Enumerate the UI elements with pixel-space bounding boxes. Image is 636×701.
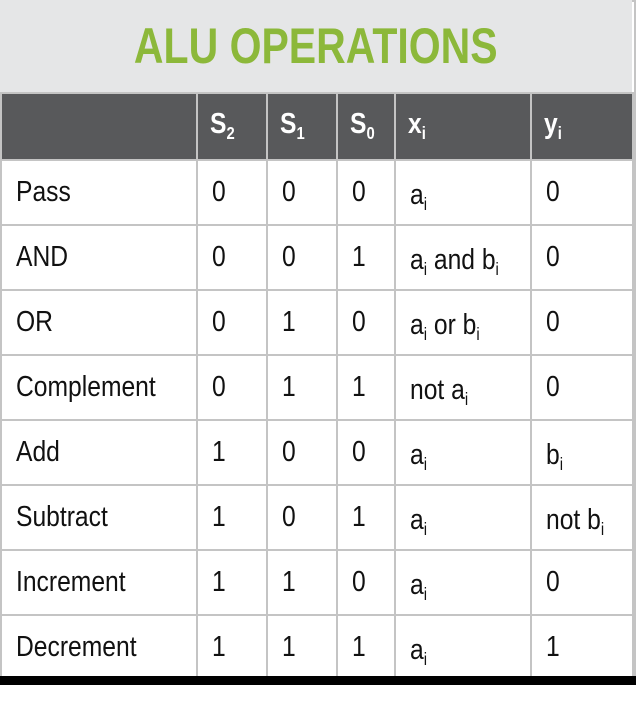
bit-value: 0 bbox=[352, 566, 366, 598]
table-row bbox=[1, 485, 633, 550]
header-text bbox=[350, 108, 375, 144]
operation-name: OR bbox=[16, 306, 53, 338]
subscript: i bbox=[423, 519, 428, 540]
y-cell bbox=[531, 420, 633, 485]
bit-value: 1 bbox=[282, 566, 296, 598]
text-base: 0 bbox=[546, 176, 560, 208]
bit-value: 1 bbox=[282, 306, 296, 338]
subscript: i bbox=[476, 324, 480, 345]
text-base: and b bbox=[427, 244, 496, 277]
cell-text bbox=[410, 244, 499, 280]
operation-name: Pass bbox=[16, 176, 71, 208]
bit-value: 0 bbox=[282, 501, 296, 533]
subscript: i bbox=[423, 454, 428, 475]
column-header-5 bbox=[531, 93, 633, 160]
operation-cell bbox=[1, 160, 197, 225]
subscript: i bbox=[423, 584, 428, 605]
text-base: b bbox=[546, 439, 560, 472]
header-text bbox=[210, 108, 235, 144]
subscript: 0 bbox=[366, 123, 375, 144]
table-row bbox=[1, 160, 633, 225]
bit-value: 0 bbox=[212, 176, 226, 208]
cell-text bbox=[546, 439, 563, 475]
operation-name: AND bbox=[16, 241, 69, 273]
cell-text bbox=[410, 569, 427, 605]
bit-value: 1 bbox=[212, 631, 226, 663]
y-cell bbox=[531, 615, 633, 680]
select-s2-cell bbox=[197, 615, 267, 680]
text-base: or b bbox=[427, 309, 477, 342]
x-cell bbox=[395, 160, 531, 225]
select-s0-cell bbox=[337, 290, 395, 355]
select-s1-cell bbox=[267, 420, 337, 485]
y-cell bbox=[531, 355, 633, 420]
table-row bbox=[1, 615, 633, 680]
operation-cell bbox=[1, 615, 197, 680]
subscript: 1 bbox=[296, 123, 305, 144]
bit-value: 1 bbox=[352, 631, 366, 663]
subscript: i bbox=[423, 649, 428, 670]
bit-value: 0 bbox=[212, 306, 226, 338]
cell-text bbox=[546, 306, 560, 339]
bit-value: 1 bbox=[212, 436, 226, 468]
bit-value: 0 bbox=[352, 306, 366, 338]
bottom-rule bbox=[0, 676, 636, 685]
x-cell bbox=[395, 420, 531, 485]
text-base: a bbox=[410, 634, 424, 667]
text-base: 1 bbox=[546, 631, 560, 663]
subscript: i bbox=[423, 324, 428, 345]
cell-text bbox=[546, 566, 560, 599]
subscript: 2 bbox=[226, 123, 235, 144]
bit-value: 0 bbox=[212, 241, 226, 273]
text-base: 0 bbox=[546, 241, 560, 273]
y-cell bbox=[531, 485, 633, 550]
operation-cell bbox=[1, 550, 197, 615]
select-s0-cell bbox=[337, 160, 395, 225]
text-base: a bbox=[410, 439, 424, 472]
select-s0-cell bbox=[337, 485, 395, 550]
cell-text bbox=[410, 634, 427, 670]
subscript: i bbox=[600, 519, 605, 540]
select-s0-cell bbox=[337, 225, 395, 290]
select-s1-cell bbox=[267, 290, 337, 355]
bit-value: 1 bbox=[352, 371, 366, 403]
x-cell bbox=[395, 615, 531, 680]
bit-value: 1 bbox=[212, 501, 226, 533]
text-base: 0 bbox=[546, 371, 560, 403]
header-text bbox=[280, 108, 305, 144]
cell-text bbox=[410, 309, 480, 345]
x-cell bbox=[395, 225, 531, 290]
select-s1-cell bbox=[267, 615, 337, 680]
cell-text bbox=[410, 374, 468, 410]
select-s1-cell bbox=[267, 160, 337, 225]
y-cell bbox=[531, 225, 633, 290]
text-base: y bbox=[544, 108, 558, 141]
operation-cell bbox=[1, 290, 197, 355]
x-cell bbox=[395, 485, 531, 550]
column-header-4 bbox=[395, 93, 531, 160]
select-s2-cell bbox=[197, 160, 267, 225]
column-header-3 bbox=[337, 93, 395, 160]
text-base: S bbox=[210, 108, 227, 141]
bit-value: 1 bbox=[212, 566, 226, 598]
select-s1-cell bbox=[267, 355, 337, 420]
bit-value: 1 bbox=[282, 371, 296, 403]
select-s1-cell bbox=[267, 550, 337, 615]
select-s2-cell bbox=[197, 420, 267, 485]
bit-value: 0 bbox=[352, 436, 366, 468]
title-banner bbox=[0, 0, 632, 92]
y-cell bbox=[531, 160, 633, 225]
alu-operations-table bbox=[0, 92, 634, 681]
cell-text bbox=[546, 371, 560, 404]
bit-value: 0 bbox=[352, 176, 366, 208]
subscript: i bbox=[559, 454, 564, 475]
bit-value: 1 bbox=[352, 241, 366, 273]
operation-name: Subtract bbox=[16, 501, 108, 533]
text-base: S bbox=[350, 108, 367, 141]
text-base: a bbox=[410, 179, 424, 212]
cell-text bbox=[546, 176, 560, 209]
operation-name: Decrement bbox=[16, 631, 137, 663]
x-cell bbox=[395, 550, 531, 615]
column-header-1 bbox=[197, 93, 267, 160]
select-s1-cell bbox=[267, 485, 337, 550]
text-base: a bbox=[410, 244, 424, 277]
subscript: i bbox=[423, 194, 428, 215]
page-title: ALU OPERATIONS bbox=[134, 18, 498, 74]
select-s0-cell bbox=[337, 355, 395, 420]
subscript: i bbox=[423, 259, 428, 280]
text-base: a bbox=[410, 309, 424, 342]
column-header-2 bbox=[267, 93, 337, 160]
operation-name: Increment bbox=[16, 566, 126, 598]
bit-value: 1 bbox=[282, 631, 296, 663]
text-base: S bbox=[280, 108, 297, 141]
operation-cell bbox=[1, 485, 197, 550]
subscript: i bbox=[557, 123, 562, 144]
table-row bbox=[1, 355, 633, 420]
y-cell bbox=[531, 290, 633, 355]
bit-value: 0 bbox=[212, 371, 226, 403]
operation-cell bbox=[1, 420, 197, 485]
bit-value: 0 bbox=[282, 241, 296, 273]
bit-value: 0 bbox=[282, 436, 296, 468]
text-base: a bbox=[410, 504, 424, 537]
cell-text bbox=[546, 631, 560, 664]
header-text bbox=[408, 108, 426, 144]
text-base: not b bbox=[546, 504, 601, 537]
select-s0-cell bbox=[337, 550, 395, 615]
operation-name: Add bbox=[16, 436, 60, 468]
table-row bbox=[1, 550, 633, 615]
x-cell bbox=[395, 355, 531, 420]
column-header-0 bbox=[1, 93, 197, 160]
subscript: i bbox=[495, 259, 499, 280]
operation-cell bbox=[1, 355, 197, 420]
header-text bbox=[544, 108, 562, 144]
cell-text bbox=[546, 504, 604, 540]
select-s0-cell bbox=[337, 615, 395, 680]
header-row bbox=[1, 93, 633, 160]
text-base: not a bbox=[410, 374, 465, 407]
table-row bbox=[1, 225, 633, 290]
text-base: 0 bbox=[546, 306, 560, 338]
y-cell bbox=[531, 550, 633, 615]
cell-text bbox=[410, 504, 427, 540]
subscript: i bbox=[421, 123, 426, 144]
select-s2-cell bbox=[197, 290, 267, 355]
table-row bbox=[1, 420, 633, 485]
text-base: x bbox=[408, 108, 422, 141]
bit-value: 0 bbox=[282, 176, 296, 208]
x-cell bbox=[395, 290, 531, 355]
select-s2-cell bbox=[197, 355, 267, 420]
operation-name: Complement bbox=[16, 371, 156, 403]
cell-text bbox=[410, 439, 427, 475]
bit-value: 1 bbox=[352, 501, 366, 533]
text-base: 0 bbox=[546, 566, 560, 598]
cell-text bbox=[546, 241, 560, 274]
cell-text bbox=[410, 179, 427, 215]
table-row bbox=[1, 290, 633, 355]
text-base: a bbox=[410, 569, 424, 602]
operation-cell bbox=[1, 225, 197, 290]
select-s2-cell bbox=[197, 225, 267, 290]
select-s2-cell bbox=[197, 485, 267, 550]
select-s0-cell bbox=[337, 420, 395, 485]
select-s2-cell bbox=[197, 550, 267, 615]
select-s1-cell bbox=[267, 225, 337, 290]
subscript: i bbox=[464, 389, 469, 410]
